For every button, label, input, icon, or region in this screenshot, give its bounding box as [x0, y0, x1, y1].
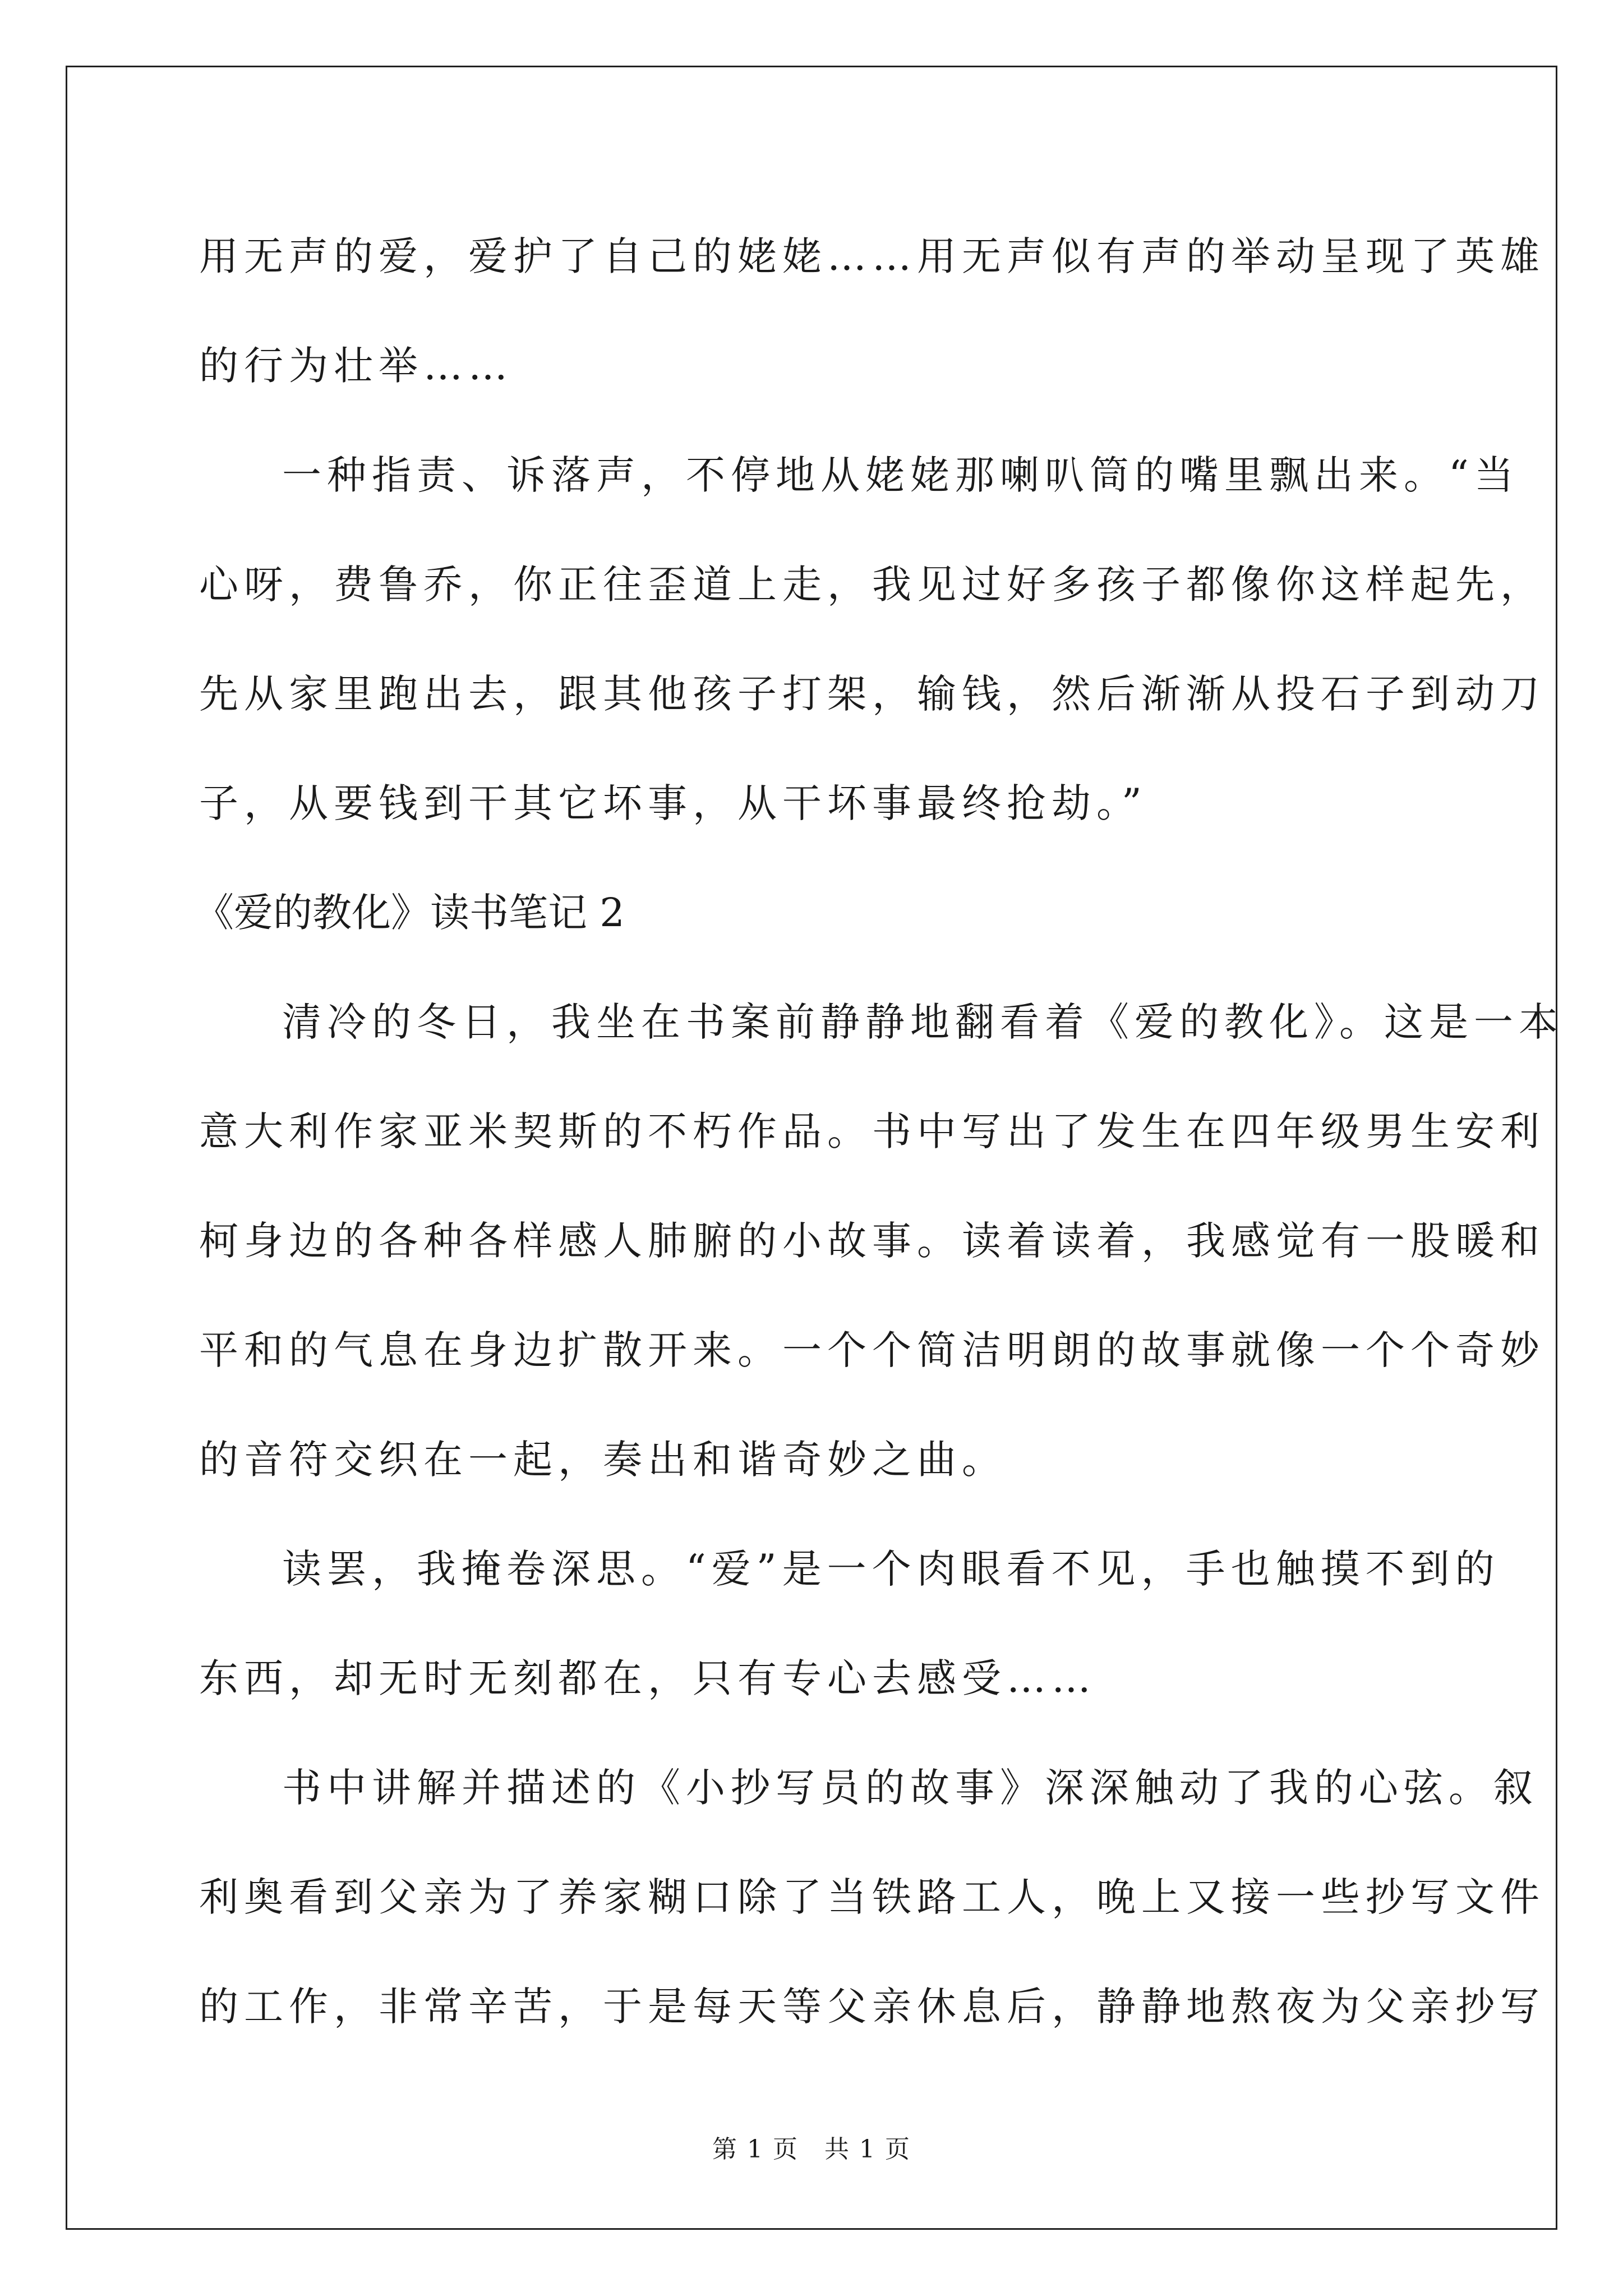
text-line: 清冷的冬日，我坐在书案前静静地翻看着《爱的教化》。这是一本	[282, 999, 1564, 1045]
section-heading: 《爱的教化》读书笔记 2	[195, 890, 625, 936]
text-line: 子，从要钱到干其它坏事，从干坏事最终抢劫。”	[199, 780, 1147, 826]
paragraph	[199, 421, 1545, 858]
text-line: 读罢，我掩卷深思。“爱”是一个肉眼看不见，手也触摸不到的	[282, 1546, 1500, 1592]
paragraph	[199, 1515, 1500, 1733]
text-line: 先从家里跑出去，跟其他孩子打架，输钱，然后渐渐从投石子到动刀	[199, 671, 1545, 717]
paragraph	[199, 968, 1564, 1515]
text-line: 一种指责、诉落声，不停地从姥姥那喇叭筒的嘴里飘出来。“当	[282, 452, 1519, 498]
text-line: 的工作，非常辛苦，于是每天等父亲休息后，静静地熬夜为父亲抄写	[199, 1984, 1545, 2030]
text-line: 心呀，费鲁乔，你正往歪道上走，我见过好多孩子都像你这样起先，	[199, 562, 1545, 608]
text-line: 柯身边的各种各样感人肺腑的小故事。读着读着，我感觉有一股暖和	[199, 1218, 1545, 1264]
text-line: 东西，却无时无刻都在，只有专心去感受……	[199, 1655, 1096, 1701]
paragraph	[199, 1733, 1545, 2062]
text-line: 平和的气息在身边扩散开来。一个个简洁明朗的故事就像一个个奇妙	[199, 1327, 1545, 1373]
page-footer: 第 1 页 共 1 页	[712, 2135, 911, 2164]
text-line: 利奥看到父亲为了养家糊口除了当铁路工人，晚上又接一些抄写文件	[199, 1874, 1545, 1920]
document-body	[195, 202, 1564, 2062]
text-line: 的音符交织在一起，奏出和谐奇妙之曲。	[199, 1437, 1007, 1483]
text-line: 用无声的爱，爱护了自己的姥姥……用无声似有声的举动呈现了英雄	[199, 233, 1545, 279]
text-line: 意大利作家亚米契斯的不朽作品。书中写出了发生在四年级男生安利	[199, 1108, 1545, 1154]
text-line: 的行为壮举……	[199, 343, 513, 389]
paragraph	[199, 202, 1545, 421]
text-line: 书中讲解并描述的《小抄写员的故事》深深触动了我的心弦。叙	[282, 1765, 1538, 1811]
